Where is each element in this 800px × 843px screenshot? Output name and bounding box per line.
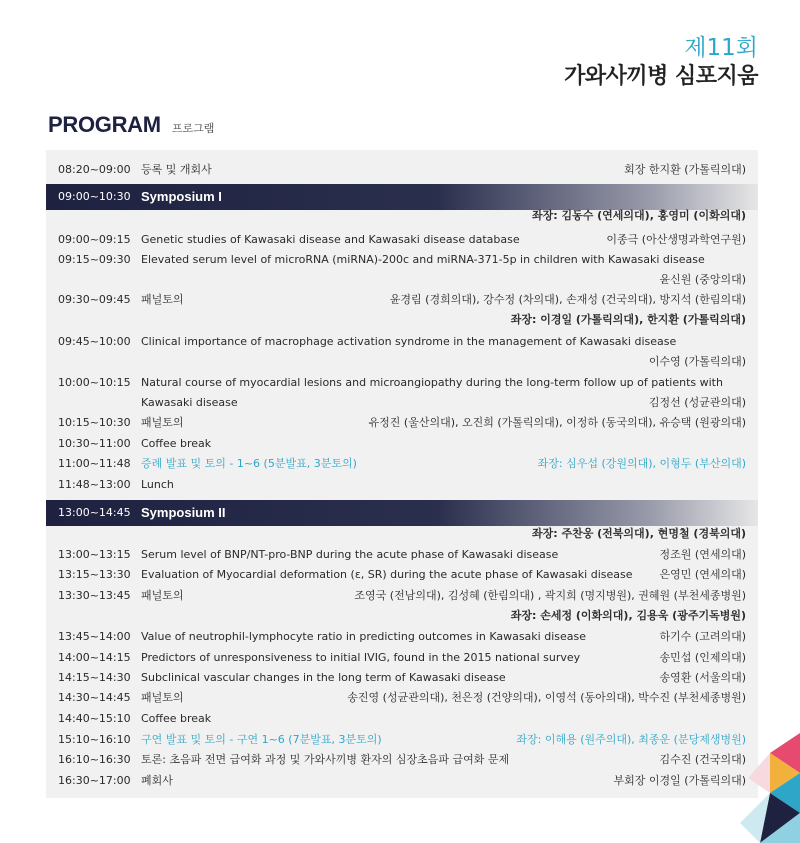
row-content: Coffee break — [141, 712, 212, 725]
row-content: 패널토의 — [141, 589, 184, 602]
schedule-row — [46, 750, 758, 770]
row-time: 13:15~13:30 — [58, 568, 131, 581]
chair-row — [46, 606, 758, 626]
schedule-row — [46, 668, 758, 688]
row-time: 15:10~16:10 — [58, 733, 131, 746]
row-speaker: 은영민 (연세의대) — [659, 568, 746, 581]
schedule-row-continuation — [46, 270, 758, 290]
row-content: Lunch — [141, 478, 174, 491]
row-content: Predictors of unresponsiveness to initial IVIG, found in the 2015 national survey — [141, 651, 581, 664]
chair-row — [46, 310, 758, 330]
event-edition: 제11회 — [684, 35, 758, 61]
row-content: Serum level of BNP/NT-pro-BNP during the acute phase of Kawasaki disease — [141, 548, 559, 561]
event-title: 가와사끼병 심포지움 — [564, 64, 758, 89]
row-content: Elevated serum level of microRNA (miRNA)-200c and miRNA-371-5p in children with Kawasaki disease — [141, 253, 705, 266]
row-content: 토론: 초음파 전면 급여화 과정 및 가와사끼병 환자의 심장초음파 급여화 문제 — [141, 753, 510, 766]
session-time: 09:00~10:30 — [58, 190, 131, 203]
row-speaker: 이수영 (가톨릭의대) — [648, 355, 746, 368]
row-content: Kawasaki disease — [141, 396, 238, 409]
row-speaker: 윤경림 (경희의대), 강수정 (차의대), 손재성 (건국의대), 방지석 (한림의대) — [389, 293, 746, 306]
row-speaker: 김정선 (성균관의대) — [648, 396, 746, 409]
row-speaker: 윤신원 (중앙의대) — [659, 273, 746, 286]
row-time: 11:48~13:00 — [58, 478, 131, 491]
row-content: 증례 발표 및 토의 - 1~6 (5분발표, 3분토의) — [141, 457, 357, 470]
row-content: 패널토의 — [141, 691, 184, 704]
session-name: Symposium I — [141, 189, 222, 204]
schedule-row — [46, 545, 758, 565]
row-content: Value of neutrophil-lymphocyte ratio in predicting outcomes in Kawasaki disease — [141, 630, 586, 643]
row-speaker: 김수진 (건국의대) — [659, 753, 746, 766]
schedule-row — [46, 709, 758, 729]
row-speaker: 이종극 (아산생명과학연구원) — [606, 233, 746, 246]
corner-decoration — [740, 733, 800, 843]
schedule-row — [46, 688, 758, 708]
row-speaker: 송영환 (서울의대) — [659, 671, 746, 684]
schedule-row — [46, 434, 758, 454]
program-subtitle: 프로그램 — [171, 122, 215, 135]
row-speaker: 좌장: 이해용 (원주의대), 최종운 (분당제생병원) — [516, 733, 746, 746]
row-time: 14:00~14:15 — [58, 651, 131, 664]
row-time: 09:30~09:45 — [58, 293, 131, 306]
row-speaker: 좌장: 심우섭 (강원의대), 이형두 (부산의대) — [537, 457, 746, 470]
program-title: PROGRAM — [48, 112, 161, 137]
row-time: 10:00~10:15 — [58, 376, 131, 389]
schedule-row — [46, 413, 758, 433]
chair-row — [46, 524, 758, 544]
schedule-row — [46, 332, 758, 352]
schedule-row — [46, 648, 758, 668]
schedule-row-continuation — [46, 393, 758, 413]
row-speaker: 하기수 (고려의대) — [659, 630, 746, 643]
row-speaker: 정조원 (연세의대) — [659, 548, 746, 561]
schedule-row-highlight — [46, 730, 758, 750]
chair-names: 좌장: 김동수 (연세의대), 홍영미 (이화의대) — [531, 209, 746, 222]
schedule-row — [46, 565, 758, 585]
schedule-row — [46, 627, 758, 647]
row-content: 구연 발표 및 토의 - 구연 1~6 (7분발표, 3분토의) — [141, 733, 382, 746]
row-time: 13:45~14:00 — [58, 630, 131, 643]
row-speaker: 유정진 (울산의대), 오진희 (가톨릭의대), 이정하 (동국의대), 유승택 (원광의대) — [368, 416, 746, 429]
row-time: 11:00~11:48 — [58, 457, 131, 470]
schedule-row-highlight — [46, 454, 758, 474]
row-speaker: 부회장 이경일 (가톨릭의대) — [613, 774, 746, 787]
session-bar-symposium-2 — [46, 500, 758, 526]
schedule-row — [46, 160, 758, 180]
row-time: 10:30~11:00 — [58, 437, 131, 450]
row-content: 패널토의 — [141, 293, 184, 306]
row-time: 14:30~14:45 — [58, 691, 131, 704]
row-time: 16:30~17:00 — [58, 774, 131, 787]
program-table — [46, 150, 758, 798]
event-header — [564, 34, 758, 92]
chair-names: 좌장: 이경일 (가톨릭의대), 한지환 (가톨릭의대) — [510, 313, 746, 326]
row-time: 13:30~13:45 — [58, 589, 131, 602]
schedule-row — [46, 586, 758, 606]
row-time: 09:00~09:15 — [58, 233, 131, 246]
row-content: 패널토의 — [141, 416, 184, 429]
row-content: Natural course of myocardial lesions and microangiopathy during the long-term follow up of patients with — [141, 376, 723, 389]
schedule-row — [46, 250, 758, 270]
schedule-row-continuation — [46, 352, 758, 372]
row-content: Subclinical vascular changes in the long term of Kawasaki disease — [141, 671, 506, 684]
row-speaker: 송민섭 (인제의대) — [659, 651, 746, 664]
row-content: Evaluation of Myocardial deformation (ε, SR) during the acute phase of Kawasaki disease — [141, 568, 633, 581]
row-content: Genetic studies of Kawasaki disease and Kawasaki disease database — [141, 233, 520, 246]
schedule-row — [46, 373, 758, 393]
chair-names: 좌장: 주찬웅 (전북의대), 현명철 (경북의대) — [531, 527, 746, 540]
row-time: 14:40~15:10 — [58, 712, 131, 725]
row-speaker: 조영국 (전남의대), 김성혜 (한림의대) , 곽지희 (명지병원), 권혜원 (부천세종병원) — [354, 589, 746, 602]
chair-names: 좌장: 손세정 (이화의대), 김용욱 (광주기독병원) — [510, 609, 746, 622]
row-content: 폐회사 — [141, 774, 173, 787]
row-speaker: 송진영 (성균관의대), 천은정 (건양의대), 이영석 (동아의대), 박수진 (부천세종병원) — [347, 691, 746, 704]
program-heading — [48, 112, 214, 138]
chair-row — [46, 206, 758, 226]
schedule-row — [46, 771, 758, 791]
row-time: 13:00~13:15 — [58, 548, 131, 561]
session-name: Symposium II — [141, 505, 226, 520]
row-time: 09:15~09:30 — [58, 253, 131, 266]
schedule-row — [46, 290, 758, 310]
row-time: 09:45~10:00 — [58, 335, 131, 348]
session-time: 13:00~14:45 — [58, 506, 131, 519]
row-speaker: 회장 한지환 (가톨릭의대) — [624, 163, 746, 176]
row-time: 16:10~16:30 — [58, 753, 131, 766]
row-time: 14:15~14:30 — [58, 671, 131, 684]
row-time: 10:15~10:30 — [58, 416, 131, 429]
schedule-row — [46, 475, 758, 495]
row-content: Clinical importance of macrophage activation syndrome in the management of Kawasaki disease — [141, 335, 677, 348]
row-content: Coffee break — [141, 437, 212, 450]
row-time: 08:20~09:00 — [58, 163, 131, 176]
row-content: 등록 및 개회사 — [141, 163, 212, 176]
schedule-row — [46, 230, 758, 250]
